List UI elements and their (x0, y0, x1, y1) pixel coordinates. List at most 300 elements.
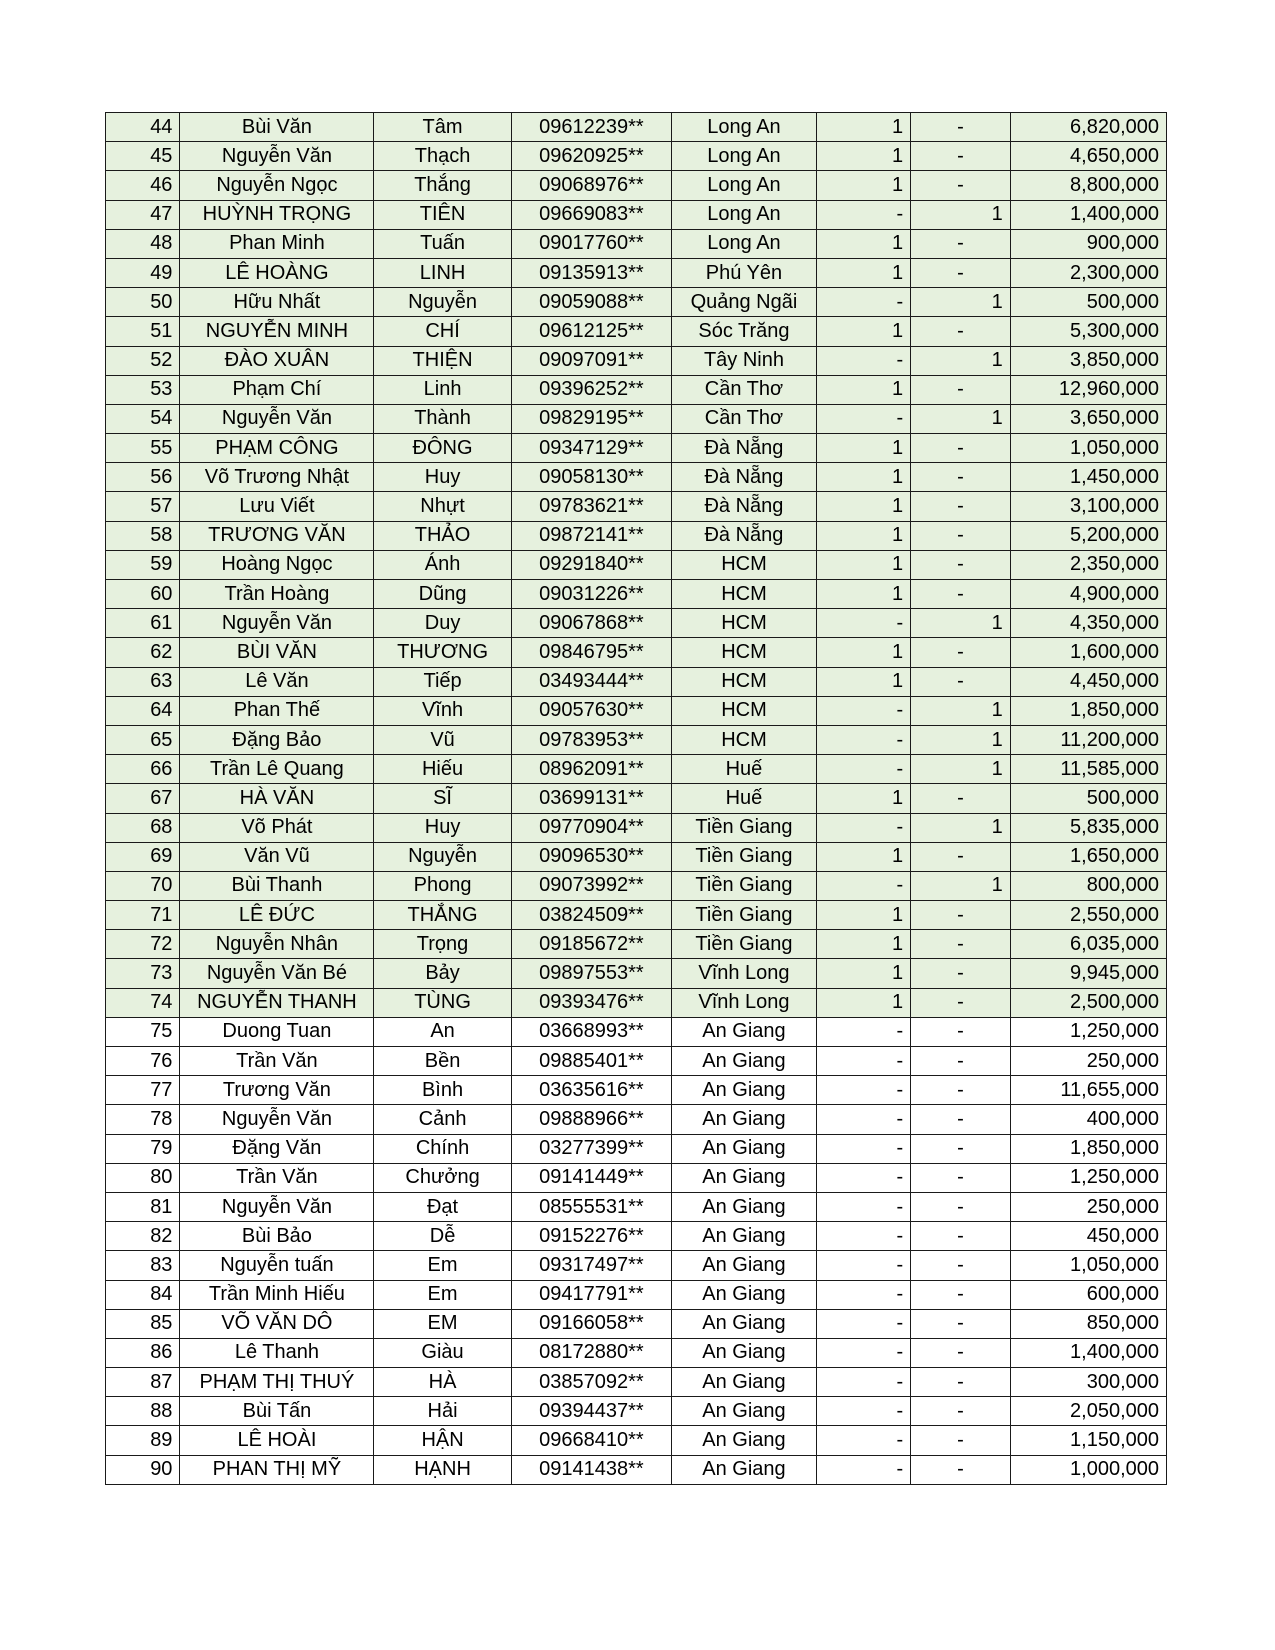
cell-count-1: - (816, 1338, 910, 1367)
cell-given-name: Phong (374, 871, 511, 900)
cell-number: 58 (106, 521, 180, 550)
cell-count-1: - (816, 755, 910, 784)
cell-number: 75 (106, 1017, 180, 1046)
cell-amount: 400,000 (1010, 1105, 1166, 1134)
table-row (106, 1222, 1167, 1251)
cell-province: Tây Ninh (672, 346, 817, 375)
table-row (106, 404, 1167, 433)
cell-phone: 03824509** (511, 901, 671, 930)
cell-number: 89 (106, 1426, 180, 1455)
cell-number: 86 (106, 1338, 180, 1367)
cell-amount: 450,000 (1010, 1222, 1166, 1251)
cell-count-1: - (816, 609, 910, 638)
cell-count-1: 1 (816, 580, 910, 609)
cell-surname: NGUYỄN THANH (180, 988, 374, 1017)
cell-surname: Nguyễn Văn Bé (180, 959, 374, 988)
cell-given-name: THƯƠNG (374, 638, 511, 667)
cell-number: 65 (106, 725, 180, 754)
cell-count-2: - (911, 988, 1011, 1017)
cell-phone: 09393476** (511, 988, 671, 1017)
cell-count-2: - (911, 142, 1011, 171)
cell-phone: 09057630** (511, 696, 671, 725)
cell-province: Vĩnh Long (672, 988, 817, 1017)
table-row (106, 1455, 1167, 1484)
cell-count-2: - (911, 1368, 1011, 1397)
cell-province: Cần Thơ (672, 375, 817, 404)
cell-amount: 3,650,000 (1010, 404, 1166, 433)
cell-number: 66 (106, 755, 180, 784)
cell-province: HCM (672, 609, 817, 638)
cell-count-1: 1 (816, 142, 910, 171)
cell-count-2: - (911, 784, 1011, 813)
cell-phone: 09669083** (511, 200, 671, 229)
cell-surname: Đặng Văn (180, 1134, 374, 1163)
cell-count-1: 1 (816, 492, 910, 521)
cell-amount: 2,550,000 (1010, 901, 1166, 930)
cell-count-1: - (816, 1309, 910, 1338)
cell-amount: 1,050,000 (1010, 434, 1166, 463)
cell-phone: 09783621** (511, 492, 671, 521)
cell-given-name: EM (374, 1309, 511, 1338)
cell-province: Tiền Giang (672, 930, 817, 959)
table-row (106, 200, 1167, 229)
cell-count-1: 1 (816, 901, 910, 930)
cell-number: 47 (106, 200, 180, 229)
cell-amount: 500,000 (1010, 288, 1166, 317)
cell-count-1: - (816, 813, 910, 842)
cell-province: An Giang (672, 1251, 817, 1280)
cell-surname: Nguyễn Văn (180, 609, 374, 638)
cell-given-name: Tuấn (374, 229, 511, 258)
cell-province: HCM (672, 667, 817, 696)
cell-given-name: Dũng (374, 580, 511, 609)
cell-number: 59 (106, 550, 180, 579)
cell-count-2: - (911, 463, 1011, 492)
cell-surname: Phan Thế (180, 696, 374, 725)
table-row (106, 171, 1167, 200)
cell-amount: 250,000 (1010, 1192, 1166, 1221)
cell-province: Quảng Ngãi (672, 288, 817, 317)
cell-amount: 12,960,000 (1010, 375, 1166, 404)
cell-surname: LÊ HOÀNG (180, 258, 374, 287)
table-row (106, 696, 1167, 725)
cell-surname: Võ Phát (180, 813, 374, 842)
table-row (106, 1309, 1167, 1338)
cell-surname: Trần Hoàng (180, 580, 374, 609)
cell-amount: 2,050,000 (1010, 1397, 1166, 1426)
table-row (106, 434, 1167, 463)
cell-amount: 3,850,000 (1010, 346, 1166, 375)
table-row (106, 1076, 1167, 1105)
cell-province: An Giang (672, 1134, 817, 1163)
cell-amount: 2,500,000 (1010, 988, 1166, 1017)
cell-province: Long An (672, 229, 817, 258)
table-row (106, 755, 1167, 784)
cell-surname: Đặng Bảo (180, 725, 374, 754)
cell-phone: 09073992** (511, 871, 671, 900)
cell-given-name: Hiếu (374, 755, 511, 784)
cell-given-name: ĐÔNG (374, 434, 511, 463)
cell-given-name: Em (374, 1280, 511, 1309)
cell-province: Đà Nẵng (672, 492, 817, 521)
cell-amount: 5,300,000 (1010, 317, 1166, 346)
cell-given-name: THIỆN (374, 346, 511, 375)
cell-province: An Giang (672, 1368, 817, 1397)
cell-phone: 09185672** (511, 930, 671, 959)
cell-given-name: Vĩnh (374, 696, 511, 725)
cell-given-name: HÀ (374, 1368, 511, 1397)
cell-amount: 1,850,000 (1010, 1134, 1166, 1163)
cell-number: 53 (106, 375, 180, 404)
cell-count-2: - (911, 171, 1011, 200)
cell-number: 74 (106, 988, 180, 1017)
cell-surname: HÀ VĂN (180, 784, 374, 813)
cell-province: Phú Yên (672, 258, 817, 287)
cell-given-name: Dễ (374, 1222, 511, 1251)
cell-surname: Nguyễn tuấn (180, 1251, 374, 1280)
cell-surname: Phan Minh (180, 229, 374, 258)
cell-phone: 09885401** (511, 1047, 671, 1076)
cell-number: 88 (106, 1397, 180, 1426)
cell-phone: 09141438** (511, 1455, 671, 1484)
cell-phone: 09872141** (511, 521, 671, 550)
cell-count-2: - (911, 550, 1011, 579)
cell-surname: Lưu Viết (180, 492, 374, 521)
cell-surname: Bùi Văn (180, 113, 374, 142)
cell-number: 55 (106, 434, 180, 463)
cell-amount: 4,650,000 (1010, 142, 1166, 171)
cell-count-1: - (816, 346, 910, 375)
cell-province: An Giang (672, 1017, 817, 1046)
cell-surname: Bùi Tấn (180, 1397, 374, 1426)
cell-given-name: Trọng (374, 930, 511, 959)
cell-surname: Hoàng Ngọc (180, 550, 374, 579)
cell-number: 67 (106, 784, 180, 813)
cell-province: An Giang (672, 1105, 817, 1134)
cell-count-2: 1 (911, 346, 1011, 375)
table-row (106, 959, 1167, 988)
table-row (106, 1017, 1167, 1046)
cell-surname: Văn Vũ (180, 842, 374, 871)
cell-count-2: - (911, 901, 1011, 930)
cell-count-1: - (816, 1368, 910, 1397)
cell-province: An Giang (672, 1280, 817, 1309)
cell-count-2: 1 (911, 813, 1011, 842)
cell-count-1: - (816, 1251, 910, 1280)
cell-province: Long An (672, 113, 817, 142)
cell-count-2: - (911, 959, 1011, 988)
table-row (106, 842, 1167, 871)
cell-number: 45 (106, 142, 180, 171)
cell-phone: 09097091** (511, 346, 671, 375)
cell-province: HCM (672, 580, 817, 609)
cell-surname: Duong Tuan (180, 1017, 374, 1046)
table-row (106, 550, 1167, 579)
cell-province: An Giang (672, 1455, 817, 1484)
cell-number: 87 (106, 1368, 180, 1397)
cell-given-name: Tâm (374, 113, 511, 142)
cell-number: 46 (106, 171, 180, 200)
cell-province: Tiền Giang (672, 871, 817, 900)
table-row (106, 1192, 1167, 1221)
cell-count-1: - (816, 288, 910, 317)
table-row (106, 229, 1167, 258)
cell-surname: Phạm Chí (180, 375, 374, 404)
cell-given-name: Cảnh (374, 1105, 511, 1134)
cell-count-2: - (911, 317, 1011, 346)
cell-phone: 09897553** (511, 959, 671, 988)
cell-given-name: THẢO (374, 521, 511, 550)
cell-province: Huế (672, 755, 817, 784)
cell-count-1: 1 (816, 842, 910, 871)
cell-count-2: - (911, 1222, 1011, 1251)
table-row (106, 288, 1167, 317)
cell-count-2: - (911, 113, 1011, 142)
cell-count-1: - (816, 1280, 910, 1309)
cell-count-1: - (816, 1017, 910, 1046)
cell-surname: ĐÀO XUÂN (180, 346, 374, 375)
cell-given-name: CHÍ (374, 317, 511, 346)
cell-surname: Võ Trương Nhật (180, 463, 374, 492)
cell-given-name: Chưởng (374, 1163, 511, 1192)
cell-given-name: LINH (374, 258, 511, 287)
cell-amount: 8,800,000 (1010, 171, 1166, 200)
cell-phone: 08172880** (511, 1338, 671, 1367)
cell-amount: 300,000 (1010, 1368, 1166, 1397)
cell-count-1: - (816, 871, 910, 900)
cell-count-2: - (911, 434, 1011, 463)
cell-surname: Trần Lê Quang (180, 755, 374, 784)
cell-count-1: 1 (816, 317, 910, 346)
cell-phone: 09096530** (511, 842, 671, 871)
cell-surname: BÙI VĂN (180, 638, 374, 667)
cell-count-1: - (816, 200, 910, 229)
cell-count-2: - (911, 1192, 1011, 1221)
cell-count-2: - (911, 1076, 1011, 1105)
cell-number: 77 (106, 1076, 180, 1105)
cell-given-name: Bền (374, 1047, 511, 1076)
cell-phone: 03699131** (511, 784, 671, 813)
cell-province: An Giang (672, 1047, 817, 1076)
cell-count-2: - (911, 1251, 1011, 1280)
cell-phone: 09829195** (511, 404, 671, 433)
cell-phone: 09059088** (511, 288, 671, 317)
cell-count-2: - (911, 667, 1011, 696)
cell-count-2: - (911, 521, 1011, 550)
cell-phone: 09152276** (511, 1222, 671, 1251)
cell-count-1: - (816, 1397, 910, 1426)
cell-count-1: 1 (816, 784, 910, 813)
cell-phone: 09166058** (511, 1309, 671, 1338)
cell-count-1: 1 (816, 521, 910, 550)
table-row (106, 725, 1167, 754)
cell-phone: 09031226** (511, 580, 671, 609)
cell-phone: 09783953** (511, 725, 671, 754)
table-row (106, 1105, 1167, 1134)
cell-number: 73 (106, 959, 180, 988)
cell-phone: 09394437** (511, 1397, 671, 1426)
cell-given-name: Hải (374, 1397, 511, 1426)
cell-given-name: Nguyễn (374, 842, 511, 871)
cell-count-2: - (911, 580, 1011, 609)
cell-phone: 09135913** (511, 258, 671, 287)
cell-province: Tiền Giang (672, 813, 817, 842)
cell-number: 81 (106, 1192, 180, 1221)
cell-given-name: Bảy (374, 959, 511, 988)
table-row (106, 988, 1167, 1017)
cell-surname: PHẠM CÔNG (180, 434, 374, 463)
cell-province: HCM (672, 638, 817, 667)
cell-count-1: - (816, 1105, 910, 1134)
cell-count-1: 1 (816, 375, 910, 404)
cell-surname: Trần Minh Hiếu (180, 1280, 374, 1309)
cell-number: 70 (106, 871, 180, 900)
table-row (106, 317, 1167, 346)
cell-surname: Bùi Bảo (180, 1222, 374, 1251)
table-row (106, 930, 1167, 959)
cell-province: Sóc Trăng (672, 317, 817, 346)
cell-number: 52 (106, 346, 180, 375)
cell-count-1: - (816, 696, 910, 725)
cell-surname: Trần Văn (180, 1163, 374, 1192)
cell-count-1: - (816, 1192, 910, 1221)
cell-count-2: 1 (911, 755, 1011, 784)
cell-surname: TRƯƠNG VĂN (180, 521, 374, 550)
cell-province: Đà Nẵng (672, 521, 817, 550)
cell-amount: 1,450,000 (1010, 463, 1166, 492)
table-row (106, 813, 1167, 842)
cell-number: 62 (106, 638, 180, 667)
cell-surname: Lê Văn (180, 667, 374, 696)
cell-province: An Giang (672, 1309, 817, 1338)
cell-count-2: - (911, 229, 1011, 258)
cell-amount: 900,000 (1010, 229, 1166, 258)
cell-province: Tiền Giang (672, 842, 817, 871)
cell-phone: 09317497** (511, 1251, 671, 1280)
cell-count-2: - (911, 1455, 1011, 1484)
cell-count-1: 1 (816, 258, 910, 287)
cell-province: HCM (672, 550, 817, 579)
cell-given-name: Duy (374, 609, 511, 638)
cell-surname: VÕ VĂN DÔ (180, 1309, 374, 1338)
cell-count-2: - (911, 258, 1011, 287)
cell-given-name: Linh (374, 375, 511, 404)
cell-given-name: Thắng (374, 171, 511, 200)
cell-count-1: 1 (816, 113, 910, 142)
cell-count-2: - (911, 1309, 1011, 1338)
cell-number: 54 (106, 404, 180, 433)
cell-count-1: - (816, 1134, 910, 1163)
cell-count-2: - (911, 492, 1011, 521)
cell-phone: 09067868** (511, 609, 671, 638)
cell-surname: Nguyễn Ngọc (180, 171, 374, 200)
cell-count-1: - (816, 1163, 910, 1192)
cell-phone: 09770904** (511, 813, 671, 842)
cell-phone: 09017760** (511, 229, 671, 258)
cell-count-2: - (911, 638, 1011, 667)
cell-count-2: - (911, 1047, 1011, 1076)
cell-amount: 1,050,000 (1010, 1251, 1166, 1280)
cell-number: 60 (106, 580, 180, 609)
cell-surname: Nguyễn Văn (180, 1192, 374, 1221)
cell-count-2: - (911, 1426, 1011, 1455)
table-row (106, 1397, 1167, 1426)
cell-count-1: - (816, 1455, 910, 1484)
table-row (106, 521, 1167, 550)
table-row (106, 1163, 1167, 1192)
cell-amount: 1,150,000 (1010, 1426, 1166, 1455)
cell-number: 44 (106, 113, 180, 142)
cell-province: An Giang (672, 1192, 817, 1221)
cell-number: 49 (106, 258, 180, 287)
cell-count-1: - (816, 725, 910, 754)
cell-number: 57 (106, 492, 180, 521)
cell-count-2: - (911, 1163, 1011, 1192)
cell-given-name: Nguyễn (374, 288, 511, 317)
cell-count-2: 1 (911, 725, 1011, 754)
table-row (106, 1338, 1167, 1367)
cell-surname: Nguyễn Văn (180, 404, 374, 433)
cell-amount: 1,400,000 (1010, 1338, 1166, 1367)
cell-count-1: - (816, 1426, 910, 1455)
table-row (106, 638, 1167, 667)
cell-number: 84 (106, 1280, 180, 1309)
cell-province: Đà Nẵng (672, 463, 817, 492)
cell-given-name: Tiếp (374, 667, 511, 696)
cell-surname: NGUYỄN MINH (180, 317, 374, 346)
table-row (106, 113, 1167, 142)
cell-province: Vĩnh Long (672, 959, 817, 988)
cell-number: 90 (106, 1455, 180, 1484)
cell-count-2: 1 (911, 696, 1011, 725)
cell-phone: 03277399** (511, 1134, 671, 1163)
cell-count-2: - (911, 1134, 1011, 1163)
cell-amount: 2,300,000 (1010, 258, 1166, 287)
cell-number: 82 (106, 1222, 180, 1251)
cell-given-name: THẮNG (374, 901, 511, 930)
cell-number: 69 (106, 842, 180, 871)
table-row (106, 1368, 1167, 1397)
cell-given-name: Huy (374, 463, 511, 492)
table-row (106, 1280, 1167, 1309)
cell-count-1: - (816, 1222, 910, 1251)
cell-number: 56 (106, 463, 180, 492)
cell-province: HCM (672, 696, 817, 725)
table-row (106, 580, 1167, 609)
cell-given-name: An (374, 1017, 511, 1046)
table-row (106, 142, 1167, 171)
cell-count-1: 1 (816, 959, 910, 988)
cell-amount: 6,035,000 (1010, 930, 1166, 959)
cell-amount: 1,400,000 (1010, 200, 1166, 229)
cell-count-1: 1 (816, 171, 910, 200)
cell-amount: 4,450,000 (1010, 667, 1166, 696)
cell-given-name: Nhựt (374, 492, 511, 521)
cell-amount: 600,000 (1010, 1280, 1166, 1309)
cell-phone: 03857092** (511, 1368, 671, 1397)
table-row (106, 1134, 1167, 1163)
cell-surname: Nguyễn Văn (180, 1105, 374, 1134)
cell-phone: 09347129** (511, 434, 671, 463)
cell-count-1: 1 (816, 638, 910, 667)
cell-given-name: Đạt (374, 1192, 511, 1221)
cell-amount: 800,000 (1010, 871, 1166, 900)
cell-number: 63 (106, 667, 180, 696)
cell-count-2: 1 (911, 609, 1011, 638)
cell-surname: LÊ HOÀI (180, 1426, 374, 1455)
cell-surname: Lê Thanh (180, 1338, 374, 1367)
cell-number: 61 (106, 609, 180, 638)
